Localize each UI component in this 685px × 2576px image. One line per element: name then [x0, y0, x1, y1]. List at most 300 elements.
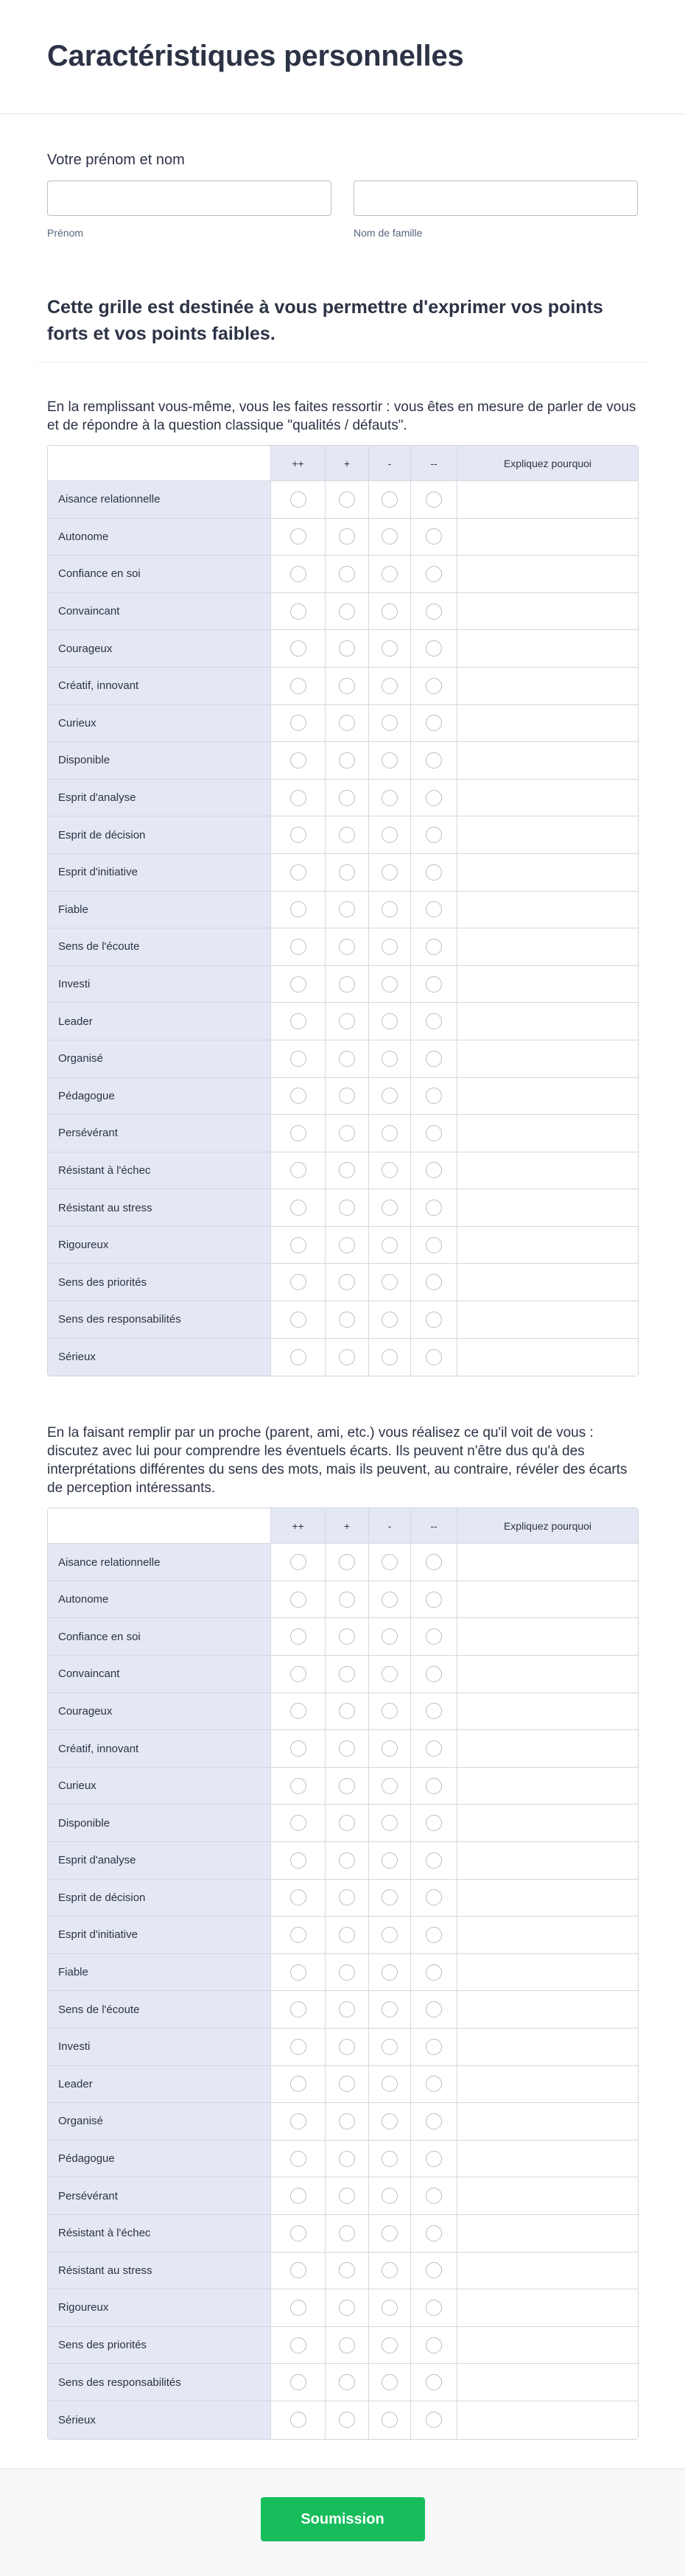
rating-radio[interactable]: [382, 1162, 398, 1178]
rating-radio[interactable]: [290, 976, 306, 993]
matrix-relative-rating-cell: [369, 1544, 411, 1581]
explain-text-field[interactable]: [457, 1152, 638, 1190]
rating-radio[interactable]: [339, 1628, 355, 1645]
matrix-relative-column-header: ++: [271, 1508, 326, 1544]
rating-radio[interactable]: [382, 2337, 398, 2353]
explain-text-field[interactable]: [457, 2029, 638, 2066]
rating-radio[interactable]: [290, 1125, 306, 1141]
rating-radio[interactable]: [382, 1349, 398, 1365]
rating-radio[interactable]: [290, 1666, 306, 1682]
matrix-relative-rating-cell: [271, 2289, 326, 2327]
explain-text-field[interactable]: [457, 966, 638, 1004]
rating-radio[interactable]: [339, 1815, 355, 1831]
matrix-self-rating-cell: [271, 928, 326, 966]
rating-radio[interactable]: [290, 640, 306, 657]
rating-radio[interactable]: [339, 2300, 355, 2316]
rating-radio[interactable]: [382, 678, 398, 694]
matrix-self-rating-cell: [411, 705, 457, 743]
rating-radio[interactable]: [339, 939, 355, 955]
matrix-self-rating-cell: [271, 1152, 326, 1190]
rating-radio[interactable]: [339, 491, 355, 508]
rating-radio[interactable]: [382, 2001, 398, 2017]
rating-radio[interactable]: [339, 2076, 355, 2092]
rating-radio[interactable]: [382, 752, 398, 769]
first-name-input[interactable]: [47, 181, 331, 216]
matrix-relative-row-label: Leader: [48, 2066, 271, 2104]
rating-radio[interactable]: [382, 1088, 398, 1104]
rating-radio[interactable]: [382, 491, 398, 508]
rating-radio[interactable]: [426, 2412, 442, 2428]
rating-radio[interactable]: [426, 939, 442, 955]
rating-radio[interactable]: [339, 1740, 355, 1757]
rating-radio[interactable]: [426, 790, 442, 806]
rating-radio[interactable]: [382, 864, 398, 881]
rating-radio[interactable]: [426, 2076, 442, 2092]
explain-text-field[interactable]: [457, 668, 638, 705]
rating-radio[interactable]: [290, 566, 306, 582]
rating-radio[interactable]: [382, 1554, 398, 1570]
rating-radio[interactable]: [339, 603, 355, 620]
rating-radio[interactable]: [339, 2225, 355, 2241]
rating-radio[interactable]: [290, 1815, 306, 1831]
explain-text-field[interactable]: [457, 1693, 638, 1731]
matrix-relative-rating-cell: [411, 1693, 457, 1731]
explain-text-field[interactable]: [457, 1544, 638, 1581]
rating-radio[interactable]: [339, 1274, 355, 1290]
rating-radio[interactable]: [290, 2225, 306, 2241]
matrix-self-rating-cell: [326, 556, 369, 593]
rating-radio[interactable]: [426, 2113, 442, 2129]
explain-text-field[interactable]: [457, 1880, 638, 1917]
rating-radio[interactable]: [426, 827, 442, 843]
rating-radio[interactable]: [426, 901, 442, 917]
rating-radio[interactable]: [426, 1554, 442, 1570]
rating-radio[interactable]: [339, 1312, 355, 1328]
last-name-input[interactable]: [354, 181, 638, 216]
rating-radio[interactable]: [290, 939, 306, 955]
rating-radio[interactable]: [290, 1592, 306, 1608]
matrix-self-row-label: Confiance en soi: [48, 556, 271, 593]
matrix-self-rating-cell: [326, 593, 369, 631]
rating-radio[interactable]: [382, 1927, 398, 1943]
rating-radio[interactable]: [339, 1592, 355, 1608]
rating-radio[interactable]: [339, 1125, 355, 1141]
matrix-self-rating-cell: [411, 1152, 457, 1190]
rating-radio[interactable]: [382, 827, 398, 843]
rating-radio[interactable]: [426, 603, 442, 620]
rating-radio[interactable]: [339, 1013, 355, 1029]
explain-text-field[interactable]: [457, 1730, 638, 1768]
rating-radio[interactable]: [339, 1889, 355, 1905]
rating-radio[interactable]: [339, 1778, 355, 1794]
rating-radio[interactable]: [426, 491, 442, 508]
rating-radio[interactable]: [290, 2001, 306, 2017]
rating-radio[interactable]: [290, 2188, 306, 2204]
matrix-self-row: [48, 630, 638, 668]
rating-radio[interactable]: [290, 1274, 306, 1290]
rating-radio[interactable]: [426, 1852, 442, 1869]
rating-radio[interactable]: [290, 790, 306, 806]
matrix-relative-rating-cell: [271, 2253, 326, 2290]
rating-radio[interactable]: [426, 1088, 442, 1104]
rating-radio[interactable]: [290, 901, 306, 917]
rating-radio[interactable]: [426, 1927, 442, 1943]
rating-radio[interactable]: [382, 2374, 398, 2390]
rating-radio[interactable]: [290, 2300, 306, 2316]
rating-radio[interactable]: [339, 2412, 355, 2428]
rating-radio[interactable]: [290, 1162, 306, 1178]
rating-radio[interactable]: [339, 1927, 355, 1943]
rating-radio[interactable]: [382, 1274, 398, 1290]
rating-radio[interactable]: [339, 752, 355, 769]
matrix-self-rating-cell: [271, 630, 326, 668]
matrix-self-rating-cell: [369, 816, 411, 854]
rating-radio[interactable]: [382, 2188, 398, 2204]
rating-radio[interactable]: [382, 715, 398, 731]
rating-radio[interactable]: [426, 1666, 442, 1682]
rating-radio[interactable]: [339, 2039, 355, 2055]
rating-radio[interactable]: [339, 1237, 355, 1253]
rating-radio[interactable]: [426, 678, 442, 694]
rating-radio[interactable]: [339, 1666, 355, 1682]
explain-text-field[interactable]: [457, 1040, 638, 1078]
rating-radio[interactable]: [382, 2412, 398, 2428]
rating-radio[interactable]: [290, 1852, 306, 1869]
rating-radio[interactable]: [426, 1200, 442, 1216]
rating-radio[interactable]: [426, 1592, 442, 1608]
rating-radio[interactable]: [290, 2113, 306, 2129]
rating-radio[interactable]: [290, 752, 306, 769]
rating-radio[interactable]: [339, 2337, 355, 2353]
rating-radio[interactable]: [426, 1815, 442, 1831]
explain-text-field[interactable]: [457, 1656, 638, 1693]
rating-radio[interactable]: [339, 976, 355, 993]
matrix-relative-rating-cell: [369, 2289, 411, 2327]
rating-radio[interactable]: [290, 1349, 306, 1365]
rating-radio[interactable]: [426, 1051, 442, 1067]
rating-radio[interactable]: [382, 790, 398, 806]
rating-radio[interactable]: [290, 864, 306, 881]
matrix-relative-rating-cell: [326, 1693, 369, 1731]
rating-radio[interactable]: [339, 1349, 355, 1365]
explain-text-field[interactable]: [457, 2103, 638, 2141]
matrix-self-row-label: Investi: [48, 966, 271, 1004]
matrix-self-rating-cell: [326, 1115, 369, 1152]
rating-radio[interactable]: [426, 2337, 442, 2353]
rating-radio[interactable]: [339, 528, 355, 545]
explain-text-field[interactable]: [457, 630, 638, 668]
rating-radio[interactable]: [382, 1778, 398, 1794]
rating-radio[interactable]: [382, 2151, 398, 2167]
explain-text-field[interactable]: [457, 2066, 638, 2104]
matrix-relative-row: [48, 1693, 638, 1731]
rating-radio[interactable]: [290, 528, 306, 545]
explain-text-field[interactable]: [457, 1991, 638, 2029]
explain-text-field[interactable]: [457, 928, 638, 966]
rating-radio[interactable]: [290, 1013, 306, 1029]
matrix-self-rating-cell: [369, 1003, 411, 1040]
explain-text-field[interactable]: [457, 1805, 638, 1842]
rating-radio[interactable]: [426, 1889, 442, 1905]
rating-radio[interactable]: [426, 1740, 442, 1757]
matrix-relative-rating-cell: [369, 1656, 411, 1693]
rating-radio[interactable]: [382, 901, 398, 917]
rating-radio[interactable]: [426, 528, 442, 545]
explain-text-field[interactable]: [457, 481, 638, 519]
explain-text-field[interactable]: [457, 1954, 638, 1992]
rating-radio[interactable]: [290, 1200, 306, 1216]
matrix-self-rating-cell: [326, 780, 369, 817]
rating-radio[interactable]: [382, 976, 398, 993]
rating-radio[interactable]: [339, 790, 355, 806]
rating-radio[interactable]: [290, 1628, 306, 1645]
matrix-self-rating-cell: [271, 1003, 326, 1040]
explain-text-field[interactable]: [457, 1189, 638, 1227]
rating-radio[interactable]: [339, 1554, 355, 1570]
rating-radio[interactable]: [426, 2300, 442, 2316]
rating-radio[interactable]: [382, 566, 398, 582]
explain-text-field[interactable]: [457, 1618, 638, 1656]
matrix-relative-rating-cell: [326, 1656, 369, 1693]
submit-button[interactable]: Soumission: [261, 2497, 425, 2541]
matrix-relative-rating-cell: [411, 1880, 457, 1917]
rating-radio[interactable]: [339, 1852, 355, 1869]
rating-radio[interactable]: [426, 640, 442, 657]
rating-radio[interactable]: [426, 1013, 442, 1029]
rating-radio[interactable]: [426, 1349, 442, 1365]
matrix-relative-row: [48, 2401, 638, 2439]
rating-radio[interactable]: [382, 1815, 398, 1831]
rating-radio[interactable]: [426, 1125, 442, 1141]
rating-radio[interactable]: [290, 678, 306, 694]
rating-radio[interactable]: [382, 1200, 398, 1216]
rating-radio[interactable]: [290, 491, 306, 508]
explain-text-field[interactable]: [457, 593, 638, 631]
rating-radio[interactable]: [382, 603, 398, 620]
rating-radio[interactable]: [382, 1964, 398, 1981]
explain-text-field[interactable]: [457, 1003, 638, 1040]
explain-text-field[interactable]: [457, 780, 638, 817]
rating-radio[interactable]: [339, 827, 355, 843]
rating-radio[interactable]: [290, 2076, 306, 2092]
explain-text-field[interactable]: [457, 1581, 638, 1619]
matrix-relative-rating-cell: [271, 1581, 326, 1619]
explain-text-field[interactable]: [457, 2364, 638, 2401]
rating-radio[interactable]: [426, 2001, 442, 2017]
rating-radio[interactable]: [382, 528, 398, 545]
explain-text-field[interactable]: [457, 705, 638, 743]
rating-radio[interactable]: [290, 1554, 306, 1570]
matrix-self-rating-cell: [411, 1264, 457, 1301]
rating-radio[interactable]: [426, 1162, 442, 1178]
matrix-relative-rating-cell: [369, 2327, 411, 2365]
rating-radio[interactable]: [426, 1237, 442, 1253]
rating-radio[interactable]: [339, 715, 355, 731]
explain-text-field[interactable]: [457, 2289, 638, 2327]
matrix-self-rating-cell: [411, 668, 457, 705]
rating-radio[interactable]: [426, 1964, 442, 1981]
explain-text-field[interactable]: [457, 1842, 638, 1880]
rating-radio[interactable]: [290, 827, 306, 843]
rating-radio[interactable]: [339, 864, 355, 881]
explain-text-field[interactable]: [457, 2215, 638, 2253]
rating-radio[interactable]: [382, 640, 398, 657]
rating-radio[interactable]: [290, 2262, 306, 2278]
explain-text-field[interactable]: [457, 854, 638, 892]
matrix-self-rating-cell: [369, 854, 411, 892]
matrix-self-row-label: Résistant à l'échec: [48, 1152, 271, 1190]
matrix-self-row: [48, 668, 638, 705]
rating-radio[interactable]: [290, 1703, 306, 1719]
rating-radio[interactable]: [290, 1051, 306, 1067]
rating-radio[interactable]: [426, 2225, 442, 2241]
rating-radio[interactable]: [382, 1592, 398, 1608]
matrix-relative-rating-cell: [411, 1581, 457, 1619]
rating-radio[interactable]: [290, 1927, 306, 1943]
explain-text-field[interactable]: [457, 1339, 638, 1376]
matrix-relative-rating-cell: [411, 1991, 457, 2029]
matrix-relative-rating-cell: [326, 1805, 369, 1842]
rating-radio[interactable]: [339, 2262, 355, 2278]
rating-radio[interactable]: [426, 2151, 442, 2167]
rating-radio[interactable]: [290, 1964, 306, 1981]
rating-radio[interactable]: [426, 1628, 442, 1645]
rating-radio[interactable]: [339, 678, 355, 694]
rating-radio[interactable]: [339, 1051, 355, 1067]
matrix-self-rating-cell: [369, 1189, 411, 1227]
rating-radio[interactable]: [382, 1666, 398, 1682]
explain-text-field[interactable]: [457, 1227, 638, 1264]
rating-radio[interactable]: [382, 2300, 398, 2316]
matrix-self-rating-cell: [411, 630, 457, 668]
rating-radio[interactable]: [290, 2412, 306, 2428]
rating-radio[interactable]: [426, 715, 442, 731]
rating-radio[interactable]: [426, 976, 442, 993]
rating-radio[interactable]: [339, 901, 355, 917]
rating-radio[interactable]: [382, 1312, 398, 1328]
rating-radio[interactable]: [382, 1051, 398, 1067]
rating-radio[interactable]: [426, 1274, 442, 1290]
rating-radio[interactable]: [382, 1013, 398, 1029]
rating-radio[interactable]: [382, 1125, 398, 1141]
rating-radio[interactable]: [290, 1778, 306, 1794]
rating-radio[interactable]: [426, 2262, 442, 2278]
explain-text-field[interactable]: [457, 1264, 638, 1301]
rating-radio[interactable]: [339, 2151, 355, 2167]
rating-radio[interactable]: [426, 2039, 442, 2055]
matrix-relative-row: [48, 2289, 638, 2327]
explain-text-field[interactable]: [457, 1768, 638, 1805]
rating-radio[interactable]: [290, 2374, 306, 2390]
matrix-self-corner-cell: [48, 446, 271, 481]
rating-radio[interactable]: [290, 1889, 306, 1905]
rating-radio[interactable]: [339, 1162, 355, 1178]
matrix-relative-rating-cell: [411, 1544, 457, 1581]
matrix-self-rating-cell: [369, 630, 411, 668]
rating-radio[interactable]: [426, 752, 442, 769]
explain-text-field[interactable]: [457, 519, 638, 556]
rating-radio[interactable]: [290, 1088, 306, 1104]
rating-radio[interactable]: [339, 2188, 355, 2204]
explain-text-field[interactable]: [457, 1078, 638, 1116]
rating-radio[interactable]: [426, 1312, 442, 1328]
rating-radio[interactable]: [339, 1200, 355, 1216]
rating-radio[interactable]: [290, 603, 306, 620]
rating-radio[interactable]: [426, 864, 442, 881]
rating-radio[interactable]: [339, 640, 355, 657]
rating-radio[interactable]: [382, 939, 398, 955]
matrix-relative-rating-cell: [326, 1618, 369, 1656]
rating-radio[interactable]: [382, 1628, 398, 1645]
matrix-relative-column-header: --: [411, 1508, 457, 1544]
rating-radio[interactable]: [290, 715, 306, 731]
matrix-relative-rating-cell: [411, 1842, 457, 1880]
rating-radio[interactable]: [426, 1703, 442, 1719]
explain-text-field[interactable]: [457, 1115, 638, 1152]
rating-radio[interactable]: [290, 2337, 306, 2353]
rating-radio[interactable]: [339, 2113, 355, 2129]
rating-radio[interactable]: [339, 1088, 355, 1104]
rating-radio[interactable]: [382, 2113, 398, 2129]
explain-text-field[interactable]: [457, 1917, 638, 1954]
matrix-relative-row: [48, 2215, 638, 2253]
rating-radio[interactable]: [382, 1703, 398, 1719]
explain-text-field[interactable]: [457, 816, 638, 854]
explain-text-field[interactable]: [457, 2177, 638, 2215]
matrix-self-rating-cell: [369, 1301, 411, 1339]
rating-radio[interactable]: [290, 1740, 306, 1757]
explain-text-field[interactable]: [457, 1301, 638, 1339]
first-name-sublabel: Prénom: [47, 227, 84, 239]
rating-radio[interactable]: [382, 1740, 398, 1757]
rating-radio[interactable]: [382, 2039, 398, 2055]
rating-radio[interactable]: [339, 566, 355, 582]
rating-radio[interactable]: [290, 2039, 306, 2055]
rating-radio[interactable]: [290, 1312, 306, 1328]
rating-radio[interactable]: [290, 1237, 306, 1253]
rating-radio[interactable]: [339, 2001, 355, 2017]
matrix-self-rating-cell: [326, 519, 369, 556]
matrix-self-rating-cell: [369, 519, 411, 556]
rating-radio[interactable]: [426, 1778, 442, 1794]
rating-radio[interactable]: [339, 2374, 355, 2390]
matrix-relative-rating-cell: [411, 2215, 457, 2253]
explain-text-field[interactable]: [457, 556, 638, 593]
explain-text-field[interactable]: [457, 2327, 638, 2365]
rating-radio[interactable]: [382, 1237, 398, 1253]
rating-radio[interactable]: [426, 2374, 442, 2390]
matrix-relative-rating-cell: [369, 1768, 411, 1805]
explain-text-field[interactable]: [457, 742, 638, 780]
matrix-relative-rating-cell: [411, 2289, 457, 2327]
rating-radio[interactable]: [426, 2188, 442, 2204]
rating-radio[interactable]: [382, 1852, 398, 1869]
rating-radio[interactable]: [382, 2262, 398, 2278]
rating-radio[interactable]: [339, 1964, 355, 1981]
name-row: [47, 181, 638, 239]
rating-radio[interactable]: [290, 2151, 306, 2167]
rating-radio[interactable]: [382, 2225, 398, 2241]
explain-text-field[interactable]: [457, 2141, 638, 2178]
rating-radio[interactable]: [426, 566, 442, 582]
matrix-relative-rating-cell: [411, 2141, 457, 2178]
explain-text-field[interactable]: [457, 892, 638, 929]
rating-radio[interactable]: [382, 1889, 398, 1905]
explain-text-field[interactable]: [457, 2253, 638, 2290]
explain-text-field[interactable]: [457, 2401, 638, 2439]
rating-radio[interactable]: [382, 2076, 398, 2092]
rating-radio[interactable]: [339, 1703, 355, 1719]
